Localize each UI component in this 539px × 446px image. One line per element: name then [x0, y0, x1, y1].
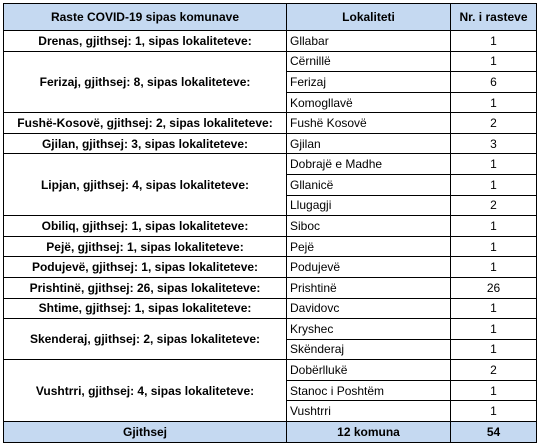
table-row — [4, 216, 537, 237]
locality-cell: Fushë Kosovë — [287, 113, 451, 134]
municipality-cell: Skenderaj, gjithsej: 2, sipas lokaliteteve: — [4, 319, 287, 360]
table-row — [4, 51, 537, 72]
cases-cell: 1 — [451, 154, 537, 175]
cases-cell: 1 — [451, 236, 537, 257]
locality-cell: Skënderaj — [287, 339, 451, 360]
locality-cell: Cërnillë — [287, 51, 451, 72]
header-cases: Nr. i rasteve — [451, 4, 537, 31]
header-municipality: Raste COVID-19 sipas komunave — [4, 4, 287, 31]
table-row — [4, 133, 537, 154]
header-locality: Lokaliteti — [287, 4, 451, 31]
municipality-cell: Ferizaj, gjithsej: 8, sipas lokaliteteve: — [4, 51, 287, 113]
table-row — [4, 360, 537, 381]
cases-cell: 1 — [451, 257, 537, 278]
table-header-row — [4, 4, 537, 31]
cases-cell: 1 — [451, 92, 537, 113]
cases-cell: 1 — [451, 298, 537, 319]
cases-cell: 26 — [451, 277, 537, 298]
municipality-cell: Lipjan, gjithsej: 4, sipas lokaliteteve: — [4, 154, 287, 216]
municipality-cell: Drenas, gjithsej: 1, sipas lokaliteteve: — [4, 31, 287, 52]
cases-cell: 1 — [451, 216, 537, 237]
cases-cell: 2 — [451, 195, 537, 216]
locality-cell: Podujevë — [287, 257, 451, 278]
locality-cell: Davidovc — [287, 298, 451, 319]
table-row — [4, 257, 537, 278]
table-row — [4, 31, 537, 52]
municipality-cell: Vushtrri, gjithsej: 4, sipas lokaliteteve: — [4, 360, 287, 422]
table-footer-row — [4, 422, 537, 443]
table-row — [4, 236, 537, 257]
locality-cell: Ferizaj — [287, 72, 451, 93]
cases-cell: 6 — [451, 72, 537, 93]
covid-cases-table — [3, 3, 537, 443]
cases-cell: 1 — [451, 380, 537, 401]
table-row — [4, 277, 537, 298]
footer-municipalities: 12 komuna — [287, 422, 451, 443]
table-body — [4, 31, 537, 422]
locality-cell: Gllabar — [287, 31, 451, 52]
cases-cell: 1 — [451, 175, 537, 196]
municipality-cell: Obiliq, gjithsej: 1, sipas lokaliteteve: — [4, 216, 287, 237]
cases-cell: 1 — [451, 401, 537, 422]
locality-cell: Dobrajë e Madhe — [287, 154, 451, 175]
footer-total: 54 — [451, 422, 537, 443]
cases-cell: 1 — [451, 339, 537, 360]
municipality-cell: Prishtinë, gjithsej: 26, sipas lokaliteteve: — [4, 277, 287, 298]
table-row — [4, 154, 537, 175]
cases-cell: 1 — [451, 319, 537, 340]
municipality-cell: Shtime, gjithsej: 1, sipas lokaliteteve: — [4, 298, 287, 319]
municipality-cell: Fushë-Kosovë, gjithsej: 2, sipas lokaliteteve: — [4, 113, 287, 134]
cases-cell: 2 — [451, 360, 537, 381]
footer-label: Gjithsej — [4, 422, 287, 443]
locality-cell: Stanoc i Poshtëm — [287, 380, 451, 401]
cases-cell: 1 — [451, 31, 537, 52]
table-row — [4, 319, 537, 340]
locality-cell: Dobërllukë — [287, 360, 451, 381]
locality-cell: Gllanicë — [287, 175, 451, 196]
municipality-cell: Pejë, gjithsej: 1, sipas lokaliteteve: — [4, 236, 287, 257]
locality-cell: Prishtinë — [287, 277, 451, 298]
municipality-cell: Podujevë, gjithsej: 1, sipas lokaliteteve: — [4, 257, 287, 278]
municipality-cell: Gjilan, gjithsej: 3, sipas lokaliteteve: — [4, 133, 287, 154]
table-row — [4, 298, 537, 319]
cases-cell: 1 — [451, 51, 537, 72]
locality-cell: Pejë — [287, 236, 451, 257]
locality-cell: Siboc — [287, 216, 451, 237]
cases-cell: 3 — [451, 133, 537, 154]
table-row — [4, 113, 537, 134]
cases-cell: 2 — [451, 113, 537, 134]
locality-cell: Llugagji — [287, 195, 451, 216]
locality-cell: Komogllavë — [287, 92, 451, 113]
locality-cell: Gjilan — [287, 133, 451, 154]
locality-cell: Vushtrri — [287, 401, 451, 422]
locality-cell: Kryshec — [287, 319, 451, 340]
